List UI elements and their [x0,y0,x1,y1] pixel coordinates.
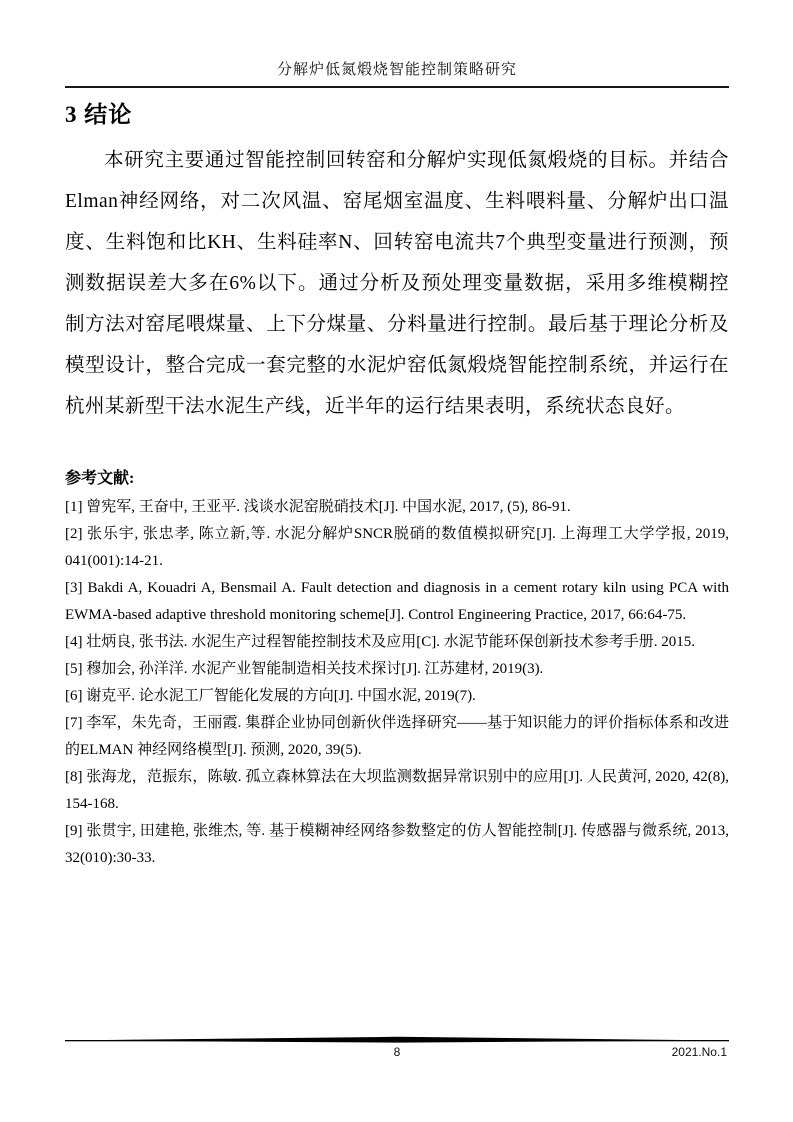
issue-label: 2021.No.1 [671,1045,727,1059]
reference-item: [7] 李军，朱先奇，王丽霞. 集群企业协同创新伙伴选择研究——基于知识能力的评价指标体系和改进的ELMAN 神经网络模型[J]. 预测, 2020, 39(5). [65,715,729,758]
reference-item: [4] 壮炳良, 张书法. 水泥生产过程智能控制技术及应用[C]. 水泥节能环保创新技术参考手册. 2015. [65,634,695,650]
page-footer [65,1036,729,1063]
reference-item: [9] 张贯宇, 田建艳, 张维杰, 等. 基于模糊神经网络参数整定的仿人智能控制[J]. 传感器与微系统, 2013, 32(010):30-33. [65,823,729,866]
section-heading-conclusion: 3 结论 [65,102,133,127]
page-number: 8 [393,1045,401,1059]
reference-item: [3] Bakdi A, Kouadri A, Bensmail A. Fault detection and diagnosis in a cement rotary kiln using PCA with EWMA-based adaptive threshold monitoring scheme[J]. Control Engineering Practice, 2017, 66:64-75. [65,580,729,623]
page-content [65,0,729,872]
running-title: 分解炉低氮煅烧智能控制策略研究 [276,62,517,78]
conclusion-paragraph: 本研究主要通过智能控制回转窑和分解炉实现低氮煅烧的目标。并结合Elman神经网络，对二次风温、窑尾烟室温度、生料喂料量、分解炉出口温度、生料饱和比KH、生料硅率N、回转窑电流共7个典型变量进行预测，预测数据误差大多在6%以下。通过分析及预处理变量数据，采用多维模糊控制方法对窑尾喂煤量、上下分煤量、分料量进行控制。最后基于理论分析及模型设计，整合完成一套完整的水泥炉窑低氮煅烧智能控制系统，并运行在杭州某新型干法水泥生产线，近半年的运行结果表明，系统状态良好。 [65,150,729,417]
references-list [65,494,729,872]
reference-item: [2] 张乐宇, 张忠孝, 陈立新,等. 水泥分解炉SNCR脱硝的数值模拟研究[J]. 上海理工大学学报, 2019, 041(001):14-21. [65,526,729,569]
footer-row [65,1045,729,1063]
footer-rule [65,1036,729,1045]
references-heading: 参考文献: [65,470,135,487]
reference-item: [1] 曾宪军, 王奋中, 王亚平. 浅谈水泥窑脱硝技术[J]. 中国水泥, 2017, (5), 86-91. [65,499,571,515]
reference-item: [8] 张海龙，范振东，陈敏. 孤立森林算法在大坝监测数据异常识别中的应用[J]. 人民黄河, 2020, 42(8), 154-168. [65,769,729,812]
reference-item: [6] 谢克平. 论水泥工厂智能化发展的方向[J]. 中国水泥, 2019(7). [65,688,476,704]
header-rule [65,86,729,88]
reference-item: [5] 穆加会, 孙洋洋. 水泥产业智能制造相关技术探讨[J]. 江苏建材, 2019(3). [65,661,544,677]
